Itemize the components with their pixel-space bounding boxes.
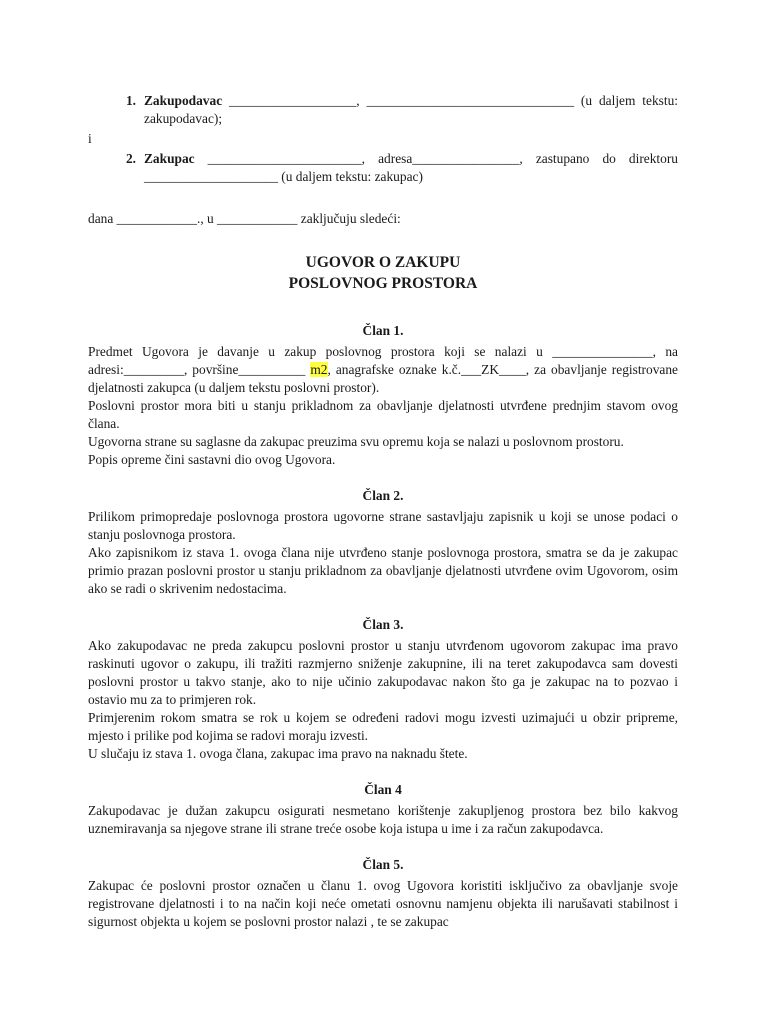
party-details: _______________________, adresa________________, zastupano do direktoru ____________________ (u daljem tekstu: zakupac) [144, 151, 678, 184]
article-paragraph: Popis opreme čini sastavni dio ovog Ugovora. [88, 452, 336, 467]
document-title [88, 252, 678, 294]
party-label: Zakupodavac [144, 93, 223, 108]
article-paragraph: Zakupac će poslovni prostor označen u članu 1. ovog Ugovora koristiti isključivo za obavljanje svoje registrovane djelatnosti i to na način koji neće ometati osnovnu namjenu objekta ili narušavati stabilnost i sigurnost objekta u kojem se poslovni prostor nalazi , te se zakupac [88, 878, 678, 929]
title-line: UGOVOR O ZAKUPU [305, 254, 461, 271]
article-paragraph: Primjerenim rokom smatra se rok u kojem se određeni radovi mogu izvesti uzimajući u obzir pripreme, mjesto i prilike pod kojima se radovi moraju izvesti. [88, 710, 678, 743]
party-label: Zakupac [144, 151, 195, 166]
highlighted-text: m2 [310, 362, 328, 377]
article-heading: Član 4 [364, 782, 402, 797]
article-paragraph: Poslovni prostor mora biti u stanju prikladnom za obavljanje djelatnosti utvrđene prednjim stavom ovog člana. [88, 398, 678, 431]
article-heading: Član 5. [362, 857, 404, 872]
party-details: ___________________, _______________________________ (u daljem tekstu: zakupodavac); [144, 93, 678, 126]
conjunction: i [88, 131, 92, 146]
article-paragraph: Zakupodavac je dužan zakupcu osigurati nesmetano korištenje zakupljenog prostora bez bilo kakvog uznemiravanja sa njegove strane ili strane treće osobe koja istupa u ime i za račun zakupodavca. [88, 803, 678, 836]
article-paragraph: Prilikom primopredaje poslovnoga prostora ugovorne strane sastavljaju zapisnik u koji se unose podaci o stanju poslovnoga prostora. [88, 509, 678, 542]
date-place-line: dana ____________., u ____________ zaključuju sledeći: [88, 211, 401, 226]
party-text [144, 92, 678, 128]
party-text [144, 150, 678, 186]
article-paragraph: Ugovorna strane su saglasne da zakupac preuzima svu opremu koja se nalazi u poslovnom prostoru. [88, 434, 624, 449]
article-heading: Član 3. [362, 617, 404, 632]
article-paragraph: Predmet Ugovora je davanje u zakup poslovnog prostora koji se nalazi u _______________, na adresi:_________, površine__________ m2, anagrafske oznake k.č.___ZK____, za obavljanje registrovane djelatnosti zakupca (u daljem tekstu poslovni prostor). [88, 344, 678, 395]
party-zakupac [88, 150, 678, 186]
party-zakupodavac [88, 92, 678, 128]
article-paragraph: Ako zakupodavac ne preda zakupcu poslovni prostor u stanju utvrđenom ugovorom zakupac ima pravo raskinuti ugovor o zakupu, ili tražiti razmjerno sniženje zakupnine, ili na teret zakupodavca sam dovesti poslovni prostor u takvo stanje, ako to nije učinio zakupodavac nakon što ga je zakupac na to pozvao i ostavio mu za to primjeren rok. [88, 638, 678, 707]
party-number: 1. [125, 93, 136, 108]
article-heading: Član 1. [362, 323, 404, 338]
article-paragraph: U slučaju iz stava 1. ovoga člana, zakupac ima pravo na naknadu štete. [88, 746, 468, 761]
article-heading: Član 2. [362, 488, 404, 503]
party-number: 2. [125, 151, 136, 166]
article-paragraph: Ako zapisnikom iz stava 1. ovoga člana nije utvrđeno stanje poslovnoga prostora, smatra se da je zakupac primio prazan poslovni prostor u stanju prikladnom za obavljanje djelatnosti utvrđene ovim Ugovorom, osim ako se radi o skrivenim nedostacima. [88, 545, 678, 596]
title-line: POSLOVNOG PROSTORA [288, 275, 478, 292]
contract-document [88, 92, 678, 931]
